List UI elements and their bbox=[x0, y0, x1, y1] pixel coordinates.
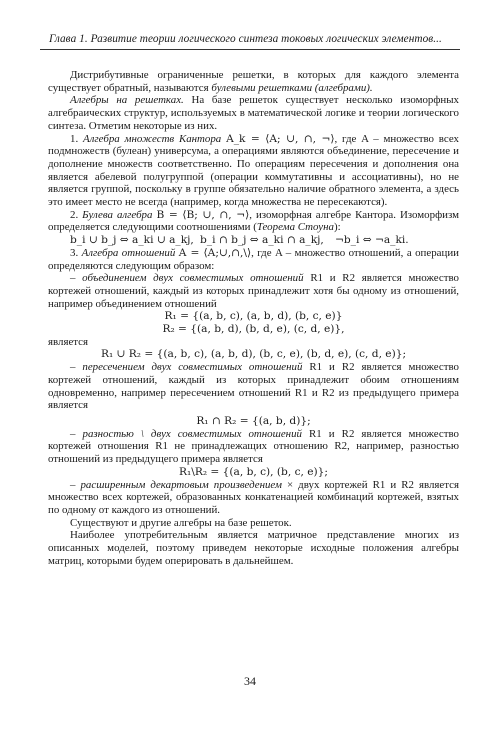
isomorphism-relations: b_i ∪ b_j ⇔ a_ki ∪ a_kj, b_i ∩ b_j ⇔ a_ki ∩ a_kj, ¬b_i ⇔ ¬a_ki. bbox=[70, 234, 409, 247]
running-header: Глава 1. Развитие теории логического синтеза токовых логических элементов... bbox=[49, 33, 442, 45]
page-number: 34 bbox=[244, 674, 256, 688]
header-rule bbox=[40, 49, 460, 50]
paragraph: Алгебры на решетках. На базе решеток существует несколько изоморфных алгебраических структур, используемых в математической логике и теории логического синтеза. Отметим некоторые из них. bbox=[48, 94, 460, 132]
formula: R₂ = {(a, b, d), (b, d, e), (c, d, e)}, bbox=[162, 323, 345, 336]
paragraph: – расширенным декартовым произведением × двух кортежей R1 и R2 является множество всех кортежей, образованных конкатенацией комбинаций кортежей, взятых по одному от каждого из отношений. bbox=[48, 478, 459, 516]
paragraph: Наиболее употребительным является матричное представление многих из описанных моделей, поэтому приведем некоторые исходные положения алгебры матриц, которыми будем оперировать в дальнейшем. bbox=[48, 529, 459, 567]
paragraph: является bbox=[48, 335, 89, 348]
paragraph: – пересечением двух совместимых отношений R1 и R2 является множество кортежей отношений, каждый из которых принадлежит обоим отношениям одновременно, например пересечением отношений R1 и R2 из предыдущего примера является bbox=[48, 361, 459, 412]
paragraph: Дистрибутивные ограниченные решетки, в которых для каждого элемента существует обратный, называются булевыми решетками (алгебрами). bbox=[48, 69, 459, 94]
formula: R₁\R₂ = {(a, b, c), (b, c, e)}; bbox=[179, 465, 328, 478]
formula: A = ⟨A;∪,∩,\⟩ bbox=[178, 246, 252, 259]
paragraph: – разностью \ двух совместимых отношений R1 и R2 является множество кортежей отношения R1 не принадлежащих отношению R2, например, разностью отношений из предыдущего примера является bbox=[48, 427, 459, 466]
paragraph: 3. Алгебра отношений A = ⟨A;∪,∩,\⟩, где A – множество отношений, а операции определяются следующим образом: bbox=[48, 246, 459, 272]
formula: B = ⟨B; ∪, ∩, ¬⟩ bbox=[156, 208, 250, 221]
paragraph: – объединением двух совместимых отношений R1 и R2 является множество кортежей отношений, каждый из которых принадлежит хотя бы одному из отношений, например объединением отношений bbox=[48, 272, 459, 310]
page-body bbox=[48, 69, 459, 567]
formula: A_k = ⟨A; ∪, ∩, ¬⟩ bbox=[226, 132, 335, 145]
formula: R₁ ∩ R₂ = {(a, b, d)}; bbox=[196, 414, 311, 427]
paragraph: 2. Булева алгебра B = ⟨B; ∪, ∩, ¬⟩, изоморфная алгебре Кантора. Изоморфизм определяется следующими соотношениями (Теорема Стоуна): bbox=[48, 208, 459, 234]
formula: R₁ = {(a, b, c), (a, b, d), (b, c, e)} bbox=[164, 310, 343, 323]
paragraph: Существуют и другие алгебры на базе решеток. bbox=[70, 516, 292, 529]
formula: R₁ ∪ R₂ = {(a, b, c), (a, b, d), (b, c, e), (b, d, e), (c, d, e)}; bbox=[100, 348, 407, 361]
paragraph: 1. Алгебра множеств Кантора A_k = ⟨A; ∪, ∩, ¬⟩, где A – множество всех подмножеств (булеан) универсума, а операциями являются объединение, пересечение и дополнение множеств соответственно. По операциям пересечения и дополнения она является абелевой полугруппой (операции коммутативны и ассоциативны), но не является группой, поскольку в группе обязательно наличие обратного элемента, а здесь это имеет место не всегда (например, когда множества не пересекаются). bbox=[48, 132, 459, 209]
